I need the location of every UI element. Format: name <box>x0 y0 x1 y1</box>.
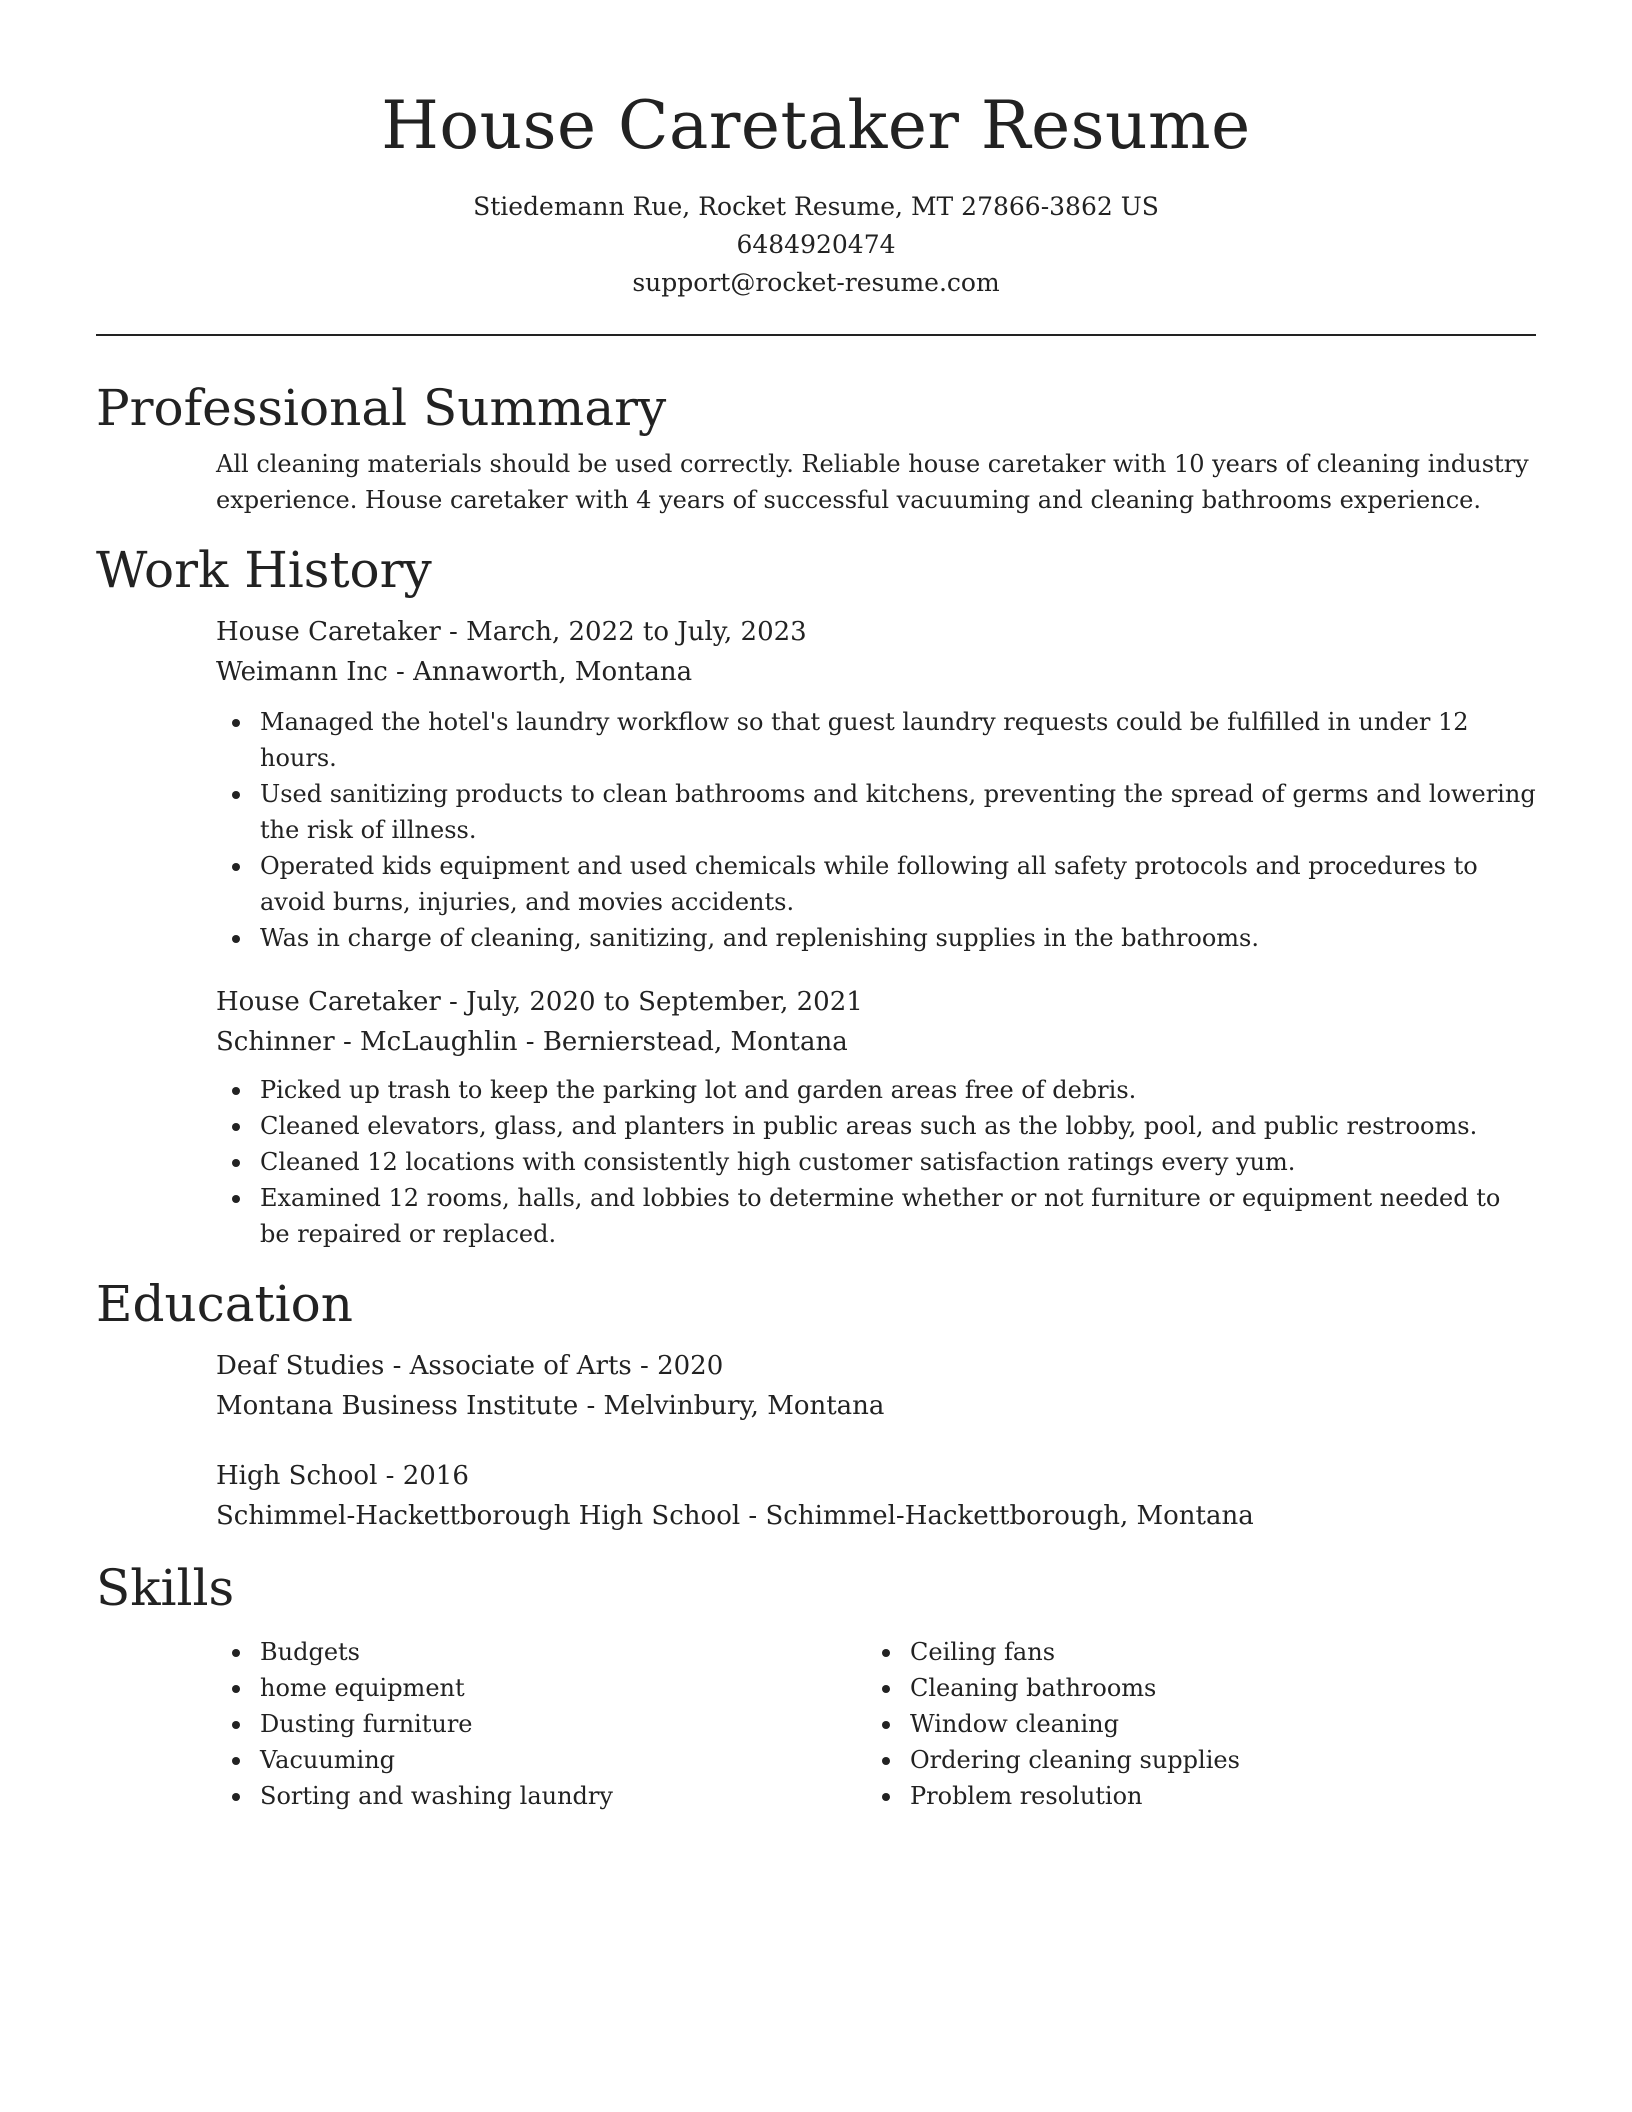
education-school-line: Montana Business Institute - Melvinbury, Montana <box>216 1391 885 1421</box>
skill-item <box>216 1634 866 1670</box>
work-heading: Work History <box>96 541 432 599</box>
contact-block <box>96 188 1536 302</box>
skills-section <box>216 1634 1536 1814</box>
skills-list-left <box>216 1634 866 1814</box>
bullet-dot <box>232 719 240 727</box>
job-bullets <box>216 704 1536 956</box>
job-bullet <box>216 1180 1536 1252</box>
job-bullet <box>216 920 1536 956</box>
bullet-dot <box>882 1649 890 1657</box>
job-bullet-text: Managed the hotel's laundry workflow so that guest laundry requests could be fulfilled in under 12 hours. <box>260 708 1469 772</box>
skill-text: Cleaning bathrooms <box>910 1674 1157 1702</box>
job-role-line: House Caretaker - March, 2022 to July, 2023 <box>216 617 807 647</box>
education-degree-line: High School - 2016 <box>216 1461 469 1491</box>
job-entry <box>216 612 1536 956</box>
skill-text: Dusting furniture <box>260 1710 473 1738</box>
summary-heading: Professional Summary <box>96 379 667 437</box>
bullet-dot <box>232 1721 240 1729</box>
job-org-line: Schinner - McLaughlin - Bernierstead, Montana <box>216 1027 848 1057</box>
job-bullet-text: Picked up trash to keep the parking lot and garden areas free of debris. <box>260 1076 1137 1104</box>
skills-column-right <box>866 1634 1516 1814</box>
job-org-line: Weimann Inc - Annaworth, Montana <box>216 657 693 687</box>
skill-text: Problem resolution <box>910 1782 1143 1810</box>
bullet-dot <box>232 1087 240 1095</box>
bullet-dot <box>232 791 240 799</box>
education-heading: Education <box>96 1275 353 1333</box>
education-entry <box>216 1456 1536 1536</box>
skill-item <box>216 1706 866 1742</box>
job-entry <box>216 982 1536 1252</box>
education-entry <box>216 1346 1536 1426</box>
job-bullet-text: Cleaned 12 locations with consistently high customer satisfaction ratings every yum. <box>260 1148 1296 1176</box>
skill-text: Ordering cleaning supplies <box>910 1746 1240 1774</box>
bullet-dot <box>232 1649 240 1657</box>
skill-text: Sorting and washing laundry <box>260 1782 613 1810</box>
bullet-dot <box>232 935 240 943</box>
bullet-dot <box>882 1757 890 1765</box>
skill-text: Ceiling fans <box>910 1638 1056 1666</box>
skill-item <box>866 1634 1516 1670</box>
job-bullet <box>216 1108 1536 1144</box>
bullet-dot <box>882 1721 890 1729</box>
job-bullet <box>216 848 1536 920</box>
education-section <box>216 1346 1536 1536</box>
skill-text: Window cleaning <box>910 1710 1119 1738</box>
job-bullet <box>216 1144 1536 1180</box>
skill-item <box>866 1706 1516 1742</box>
job-bullet-text: Examined 12 rooms, halls, and lobbies to determine whether or not furniture or equipment needed to be repaired or replaced. <box>260 1184 1501 1248</box>
skill-item <box>866 1778 1516 1814</box>
skill-item <box>216 1778 866 1814</box>
resume-header <box>96 0 1536 302</box>
skills-grid <box>216 1634 1536 1814</box>
work-section <box>216 612 1536 1252</box>
skill-text: Budgets <box>260 1638 360 1666</box>
bullet-dot <box>232 863 240 871</box>
education-degree-line: Deaf Studies - Associate of Arts - 2020 <box>216 1351 724 1381</box>
job-bullet-text: Used sanitizing products to clean bathrooms and kitchens, preventing the spread of germs and lowering the risk of illness. <box>260 780 1536 844</box>
skill-text: home equipment <box>260 1674 465 1702</box>
contact-address: Stiedemann Rue, Rocket Resume, MT 27866-3862 US <box>473 192 1159 221</box>
skill-item <box>216 1670 866 1706</box>
resume-title: House Caretaker Resume <box>381 87 1251 164</box>
bullet-dot <box>232 1685 240 1693</box>
bullet-dot <box>232 1123 240 1131</box>
skills-column-left <box>216 1634 866 1814</box>
job-role-line: House Caretaker - July, 2020 to September, 2021 <box>216 987 863 1017</box>
job-bullet-text: Was in charge of cleaning, sanitizing, and replenishing supplies in the bathrooms. <box>260 924 1259 952</box>
job-bullet <box>216 776 1536 848</box>
skill-item <box>216 1742 866 1778</box>
education-school-line: Schimmel-Hackettborough High School - Schimmel-Hackettborough, Montana <box>216 1501 1254 1531</box>
job-bullets <box>216 1072 1536 1252</box>
skill-item <box>866 1670 1516 1706</box>
skills-heading: Skills <box>96 1559 235 1617</box>
bullet-dot <box>882 1793 890 1801</box>
bullet-dot <box>232 1757 240 1765</box>
resume-page <box>96 0 1536 1814</box>
skills-list-right <box>866 1634 1516 1814</box>
header-divider <box>96 334 1536 336</box>
skill-text: Vacuuming <box>260 1746 396 1774</box>
summary-text: All cleaning materials should be used correctly. Reliable house caretaker with 10 years of cleaning industry experience. House caretaker with 4 years of successful vacuuming and cleaning bathrooms experience. <box>216 450 1529 514</box>
skill-item <box>866 1742 1516 1778</box>
contact-phone: 6484920474 <box>736 230 896 259</box>
job-bullet <box>216 1072 1536 1108</box>
bullet-dot <box>882 1685 890 1693</box>
contact-email: support@rocket-resume.com <box>632 268 1000 297</box>
summary-section <box>216 446 1536 518</box>
job-bullet-text: Cleaned elevators, glass, and planters in public areas such as the lobby, pool, and public restrooms. <box>260 1112 1478 1140</box>
job-bullet <box>216 704 1536 776</box>
bullet-dot <box>232 1793 240 1801</box>
bullet-dot <box>232 1159 240 1167</box>
bullet-dot <box>232 1195 240 1203</box>
job-bullet-text: Operated kids equipment and used chemicals while following all safety protocols and procedures to avoid burns, injuries, and movies accidents. <box>260 852 1478 916</box>
